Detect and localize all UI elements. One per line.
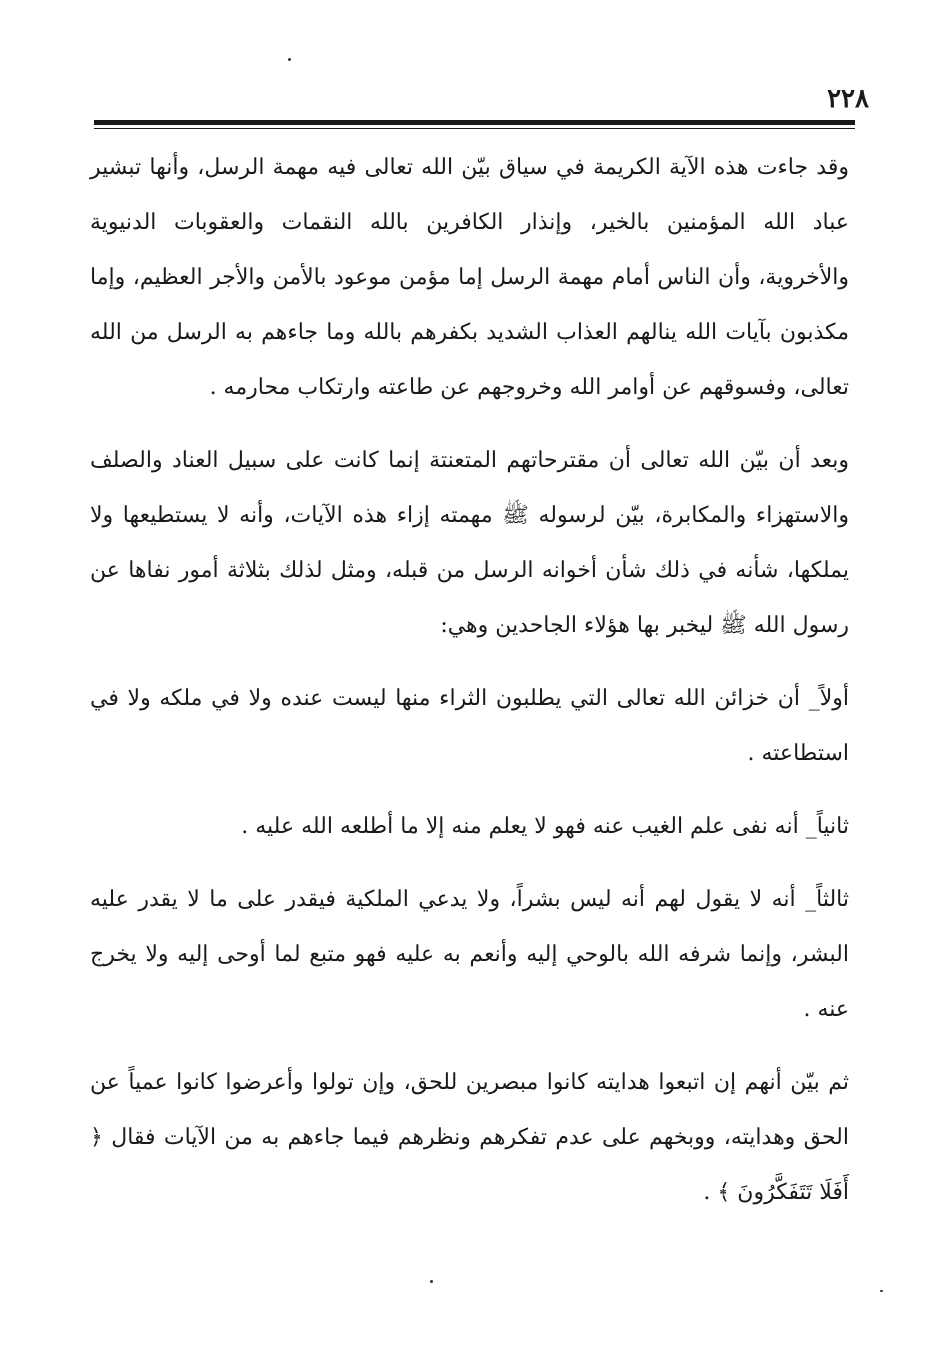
paragraph-1: وقد جاءت هذه الآية الكريمة في سياق بيّن الله تعالى فيه مهمة الرسل، وأنها تبشير عباد الله المؤمنين بالخير، وإنذار الكافرين بالله النقمات والعقوبات الدنيوية والأخروية، وأن الناس أمام مهمة الرسل إما مؤمن موعود بالأمن والأجر العظيم، وإما مكذبون بآيات الله ينالهم العذاب الشديد بكفرهم بالله وما جاءهم به الرسل من الله تعالى، وفسوقهم عن أوامر الله وخروجهم عن طاعته وارتكاب محارمه . — [90, 155, 849, 400]
header-rule-thick — [94, 120, 855, 125]
header-rule-thin — [94, 128, 855, 129]
page-number: ٢٢٨ — [827, 84, 869, 114]
scan-speck — [288, 58, 291, 61]
list-item-second: ثانياً_ أنه نفى علم الغيب عنه فهو لا يعلم منه إلا ما أطلعه الله عليه . — [241, 814, 849, 839]
closing-paragraph: ثم بيّن أنهم إن اتبعوا هدايته كانوا مبصرين للحق، وإن تولوا وأعرضوا كانوا عمياً عن الحق وهدايته، ووبخهم على عدم تفكرهم ونظرهم فيما جاءهم به من الآيات فقال ﴿ أَفَلَا تَتَفَكَّرُونَ ﴾ . — [90, 1070, 849, 1205]
list-item-first: أولاً_ أن خزائن الله تعالى التي يطلبون الثراء منها ليست عنده ولا في ملكه ولا في استطاعته . — [90, 686, 850, 766]
paragraph-2: وبعد أن بيّن الله تعالى أن مقترحاتهم المتعنتة إنما كانت على سبيل العناد والصلف والاستهزاء والمكابرة، بيّن لرسوله ﷺ مهمته إزاء هذه الآيات، وأنه لا يستطيعها ولا يملكها، شأنه في ذلك شأن أخوانه الرسل من قبله، ومثل لذلك بثلاثة أمور نفاها عن رسول الله ﷺ ليخبر بها هؤلاء الجاحدين وهي: — [90, 448, 849, 638]
scan-speck — [430, 1280, 433, 1283]
scan-speck — [880, 1290, 883, 1292]
list-item-third: ثالثاً_ أنه لا يقول لهم أنه ليس بشراً، ولا يدعي الملكية فيقدر على ما لا يقدر عليه البشر، وإنما شرفه الله بالوحي إليه وأنعم به عليه فهو متبع لما أوحى إليه ولا يخرج عنه . — [90, 887, 849, 1022]
body-text — [90, 140, 849, 1220]
